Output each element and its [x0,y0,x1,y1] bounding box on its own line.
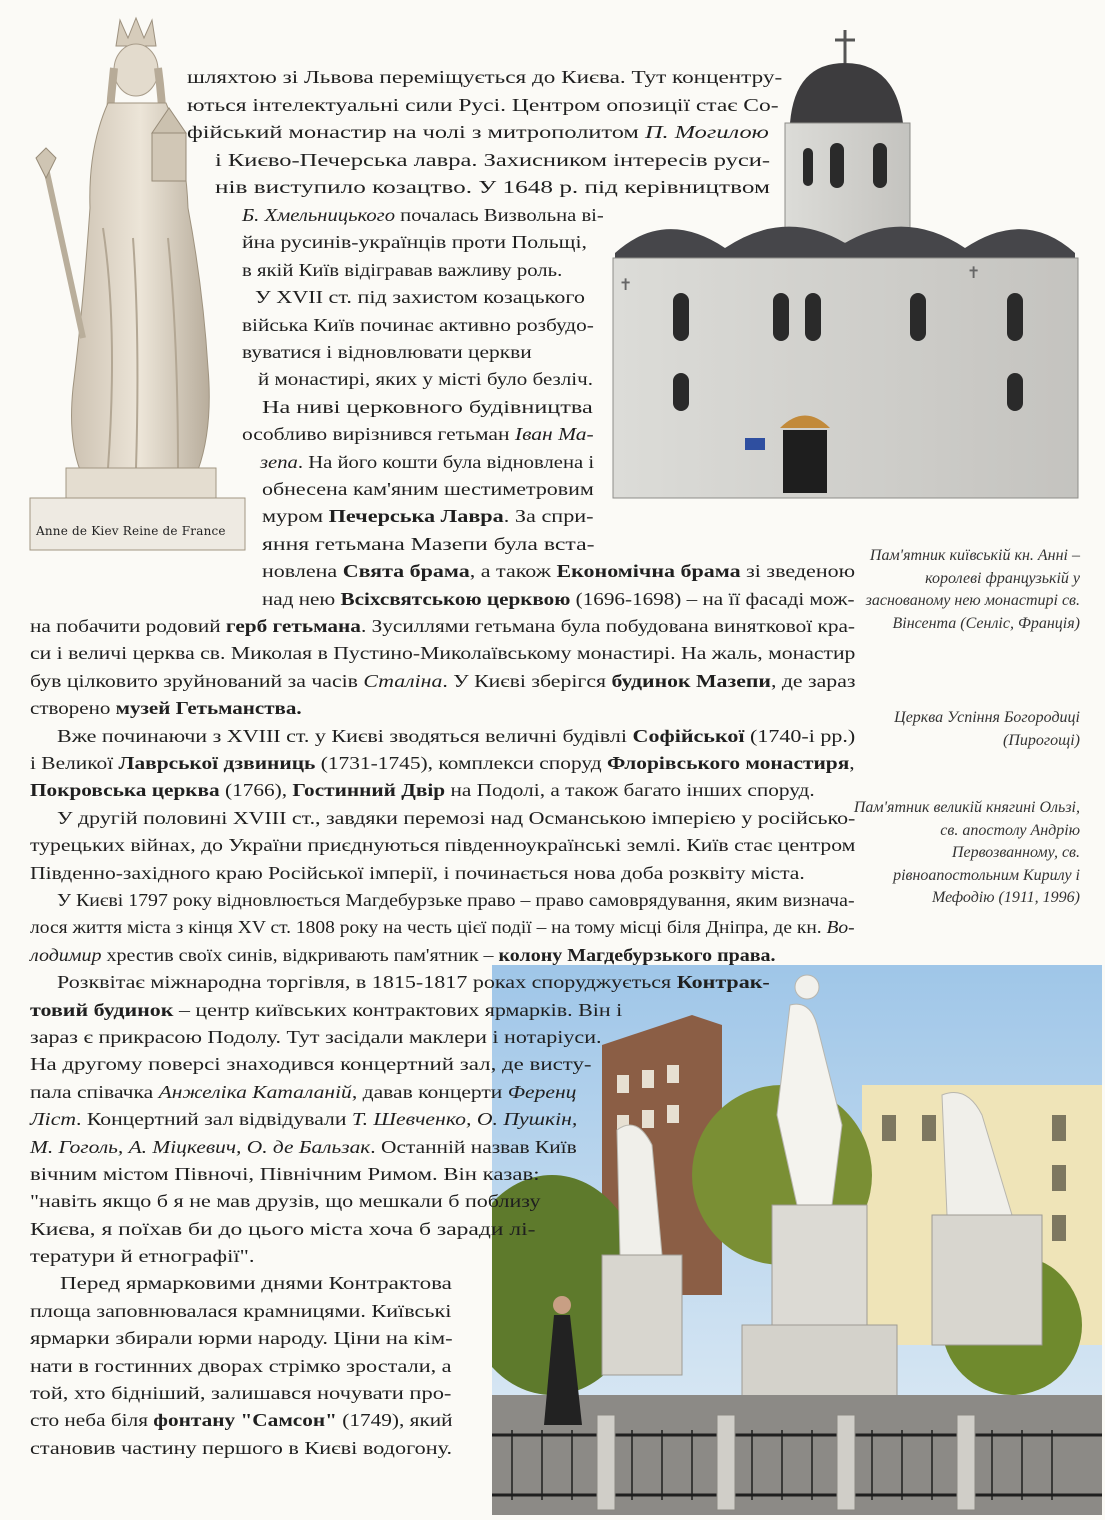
text-line [30,780,815,800]
text-run: був цілковито зруйнований за часів [30,671,364,691]
bold-term: музей Гетьманства. [115,698,302,718]
text-run: На ниві церковного будівництва [262,397,593,417]
bold-term: Софійської [632,726,745,746]
text-run: . За спри- [503,506,594,526]
text-line [30,698,302,718]
text-run: нати в гостинних дворах стрімко зростали, а [30,1356,452,1376]
text-line [30,1000,622,1020]
text-run: війська Київ починає активно розбудо- [242,315,594,335]
text-line [30,1301,451,1321]
italic-name: Ліст [30,1109,77,1129]
text-line [242,260,562,280]
text-line [30,1027,602,1047]
italic-name: зепа [260,452,298,472]
text-run: сто неба біля [30,1410,154,1430]
text-run: (1731-1745), комплекси споруд [315,753,607,773]
text-line [30,1356,452,1376]
bold-term: Свята брама [342,561,470,581]
text-run: си і величі церква св. Миколая в Пустино-Миколаївському монастирі. На жаль, монастир [30,643,856,663]
text-line [30,1328,453,1348]
text-line [30,1054,592,1074]
italic-name: Во- [826,917,855,937]
text-run: Розквітає міжнародна торгівля, в 1815-1817 роках споруджується [57,972,677,992]
italic-name: Б. Хмельницького [242,205,396,225]
bold-term: Покровська церква [30,780,220,800]
bold-term: Гостинний Двір [292,780,446,800]
text-run: хрестив своїх синів, відкривають пам'ятник – [101,945,499,965]
italic-name: М. Гоголь, А. Міцкевич, О. де Бальзак [30,1137,371,1157]
text-run: на побачити родовий [30,616,226,636]
text-line [187,95,779,115]
text-line [30,1438,452,1458]
text-line [242,342,532,362]
text-line [215,177,770,197]
text-run: створено [30,698,116,718]
text-line [30,1082,576,1102]
caption-olga-monument: Пам'ятник великій княгині Ользі, св. апостолу Андрію Первозванному, св. рівноапостольним Кирилу і Мефодію (1911, 1996) [853,799,1080,906]
bold-term: Економічна брама [556,561,741,581]
text-run: . Концертний зал відвідували [76,1109,352,1129]
italic-name: Ференц [507,1082,577,1102]
text-run: зі зведеною [740,561,856,581]
svg-text:✝: ✝ [967,263,981,282]
text-line [215,150,770,170]
text-run: . Зусиллями гетьмана була побудована виняткової кра- [360,616,855,636]
text-run: йна русинів-українців проти Польщі, [242,232,587,252]
text-line [30,1109,577,1129]
text-run: , де зараз [770,671,856,691]
bold-term: Лаврської дзвиниць [118,753,316,773]
text-line [262,561,855,581]
bold-term: герб гетьмана [225,616,361,636]
text-run: муром [262,506,329,526]
text-line [30,1246,255,1266]
text-line [30,616,855,636]
bold-term: товий будинок [30,1000,174,1020]
text-run: "навіть якщо б я не мав друзів, що мешкали б поблизу [30,1191,541,1211]
text-line [242,424,594,444]
text-line [262,506,594,526]
text-run: Південно-західного краю Російської імперії, і починається нова доба розквіту міста. [30,863,805,883]
text-run: – центр київських контрактових ярмарків. Він і [173,1000,623,1020]
text-run: зараз є прикрасою Подолу. Тут засідали маклери і нотаріуси. [30,1027,602,1047]
caption-anna-statue: Пам'ятник київській кн. Анні – королеві французькій у заснованому нею монастирі св. Вінсента (Сенліс, Франція) [865,547,1080,632]
anna-statue-photo [28,8,253,553]
text-run: на Подолі, а також багато інших споруд. [445,780,815,800]
text-line [255,287,585,307]
text-line [30,1137,577,1157]
anna-statue-illustration [28,8,253,553]
text-line [242,232,587,252]
text-run: . У Києві зберігся [442,671,612,691]
text-line [30,1164,540,1184]
text-run: пала співачка [30,1082,159,1102]
text-run: Вже починаючи з XVIII ст. у Києві зводяться величні будівлі [57,726,633,746]
text-line [262,589,855,609]
text-line [262,534,595,554]
bold-term: Флорівського монастиря [606,753,850,773]
text-line [60,1273,452,1293]
text-line [30,917,855,937]
text-line [30,945,776,965]
text-run: фійський монастир на чолі з митрополитом [187,122,645,142]
text-line [57,972,770,992]
italic-name: Сталіна [363,671,443,691]
bold-term: Всіхсвятською церквою [340,589,571,609]
text-run: ються інтелектуальні сили Русі. Центром опозиції стає Со- [187,95,779,115]
text-run: У XVII ст. під захистом козацького [255,287,585,307]
text-line [30,1410,453,1430]
text-run: (1749), який [336,1410,453,1430]
text-line [30,835,855,855]
text-run: той, хто бідніший, залишався ночувати про- [30,1383,452,1403]
text-line [30,671,855,691]
text-run: над нею [262,589,341,609]
text-line [57,808,855,828]
text-run: в якій Київ відігравав важливу роль. [242,260,563,280]
text-line [260,452,594,472]
bold-term: Печерська Лавра [328,506,504,526]
text-run: (1740-і рр.) [744,726,856,746]
text-line [30,1219,535,1239]
text-line [242,315,594,335]
text-run: нів виступило козацтво. У 1648 р. під керівництвом [215,177,770,197]
caption-church: Церква Успіння Богородиці (Пирогощі) [894,709,1080,749]
text-run: . На його кошти була відновлена і [297,452,595,472]
text-run: вічним містом Півночі, Північним Римом. Він казав: [30,1164,540,1184]
italic-name: Т. Шевченко, О. Пушкін, [351,1109,578,1129]
text-run: й монастирі, яких у місті було безліч. [258,369,593,389]
text-run: ярмарки збирали юрми народу. Ціни на кім- [30,1328,453,1348]
text-run: площа заповнювалася крамницями. Київські [30,1301,452,1321]
text-run: Києва, я поїхав би до цього міста хоча б заради лі- [30,1219,536,1239]
text-line [30,753,855,773]
text-line [187,67,782,87]
text-line [242,205,604,225]
text-run: , а також [469,561,557,581]
statue-inscription: Anne de Kiev Reine de France [36,524,226,538]
text-line [30,1191,541,1211]
text-run: становив частину першого в Києві водогону. [30,1438,453,1458]
text-run: обнесена кам'яним шестиметровим [262,479,594,499]
text-run: турецьких війнах, до України приєднуються південноукраїнські землі. Київ стає центром [30,835,856,855]
italic-name: Анжеліка Каталаній [158,1082,352,1102]
text-line [57,890,855,910]
svg-text:✝: ✝ [619,275,633,294]
text-run: У Києві 1797 року відновлюється Магдебурзьке право – право самоврядування, яким визнача- [57,890,855,910]
bold-term: Контрак- [676,972,770,992]
bold-term: будинок Мазепи [611,671,771,691]
italic-name: П. Могилою [644,122,769,142]
bold-term: фонтану "Самсон" [153,1410,337,1430]
text-run: лося життя міста з кінця XV ст. 1808 року на честь цієї події – на тому місці біля Дніпра, де кн. [30,917,827,937]
text-run: (1766), [219,780,293,800]
text-line [187,122,769,142]
text-run: і Києво-Печерська лавра. Захисником інтересів руси- [215,150,771,170]
text-run: вуватися і відновлювати церкви [242,342,532,362]
italic-name: Іван Ма- [514,424,594,444]
text-line [30,1383,451,1403]
text-run: Перед ярмарковими днями Контрактова [60,1273,452,1293]
text-run: почалась Визвольна ві- [395,205,604,225]
text-run: новлена [262,561,343,581]
italic-name: лодимир [30,945,102,965]
text-line [262,479,594,499]
text-line [30,643,855,663]
text-run: яння гетьмана Мазепи була вста- [262,534,595,554]
text-run: . Останній назвав Київ [370,1137,577,1157]
text-run: (1696-1698) – на її фасаді мож- [570,589,855,609]
text-run: , давав концерти [351,1082,508,1102]
text-line [30,863,805,883]
text-run: особливо вирізнився гетьман [242,424,515,444]
text-run: На другому поверсі знаходився концертний зал, де висту- [30,1054,592,1074]
text-line [262,397,593,417]
text-line [57,726,855,746]
text-run: і Великої [30,753,119,773]
bold-term: колону Магдебурзького права. [498,945,776,965]
olga-monument-photo [492,965,1102,1515]
text-run: тератури й етнографії". [30,1246,255,1266]
text-run: У другій половині XVIII ст., завдяки перемозі над Османською імперією у російсько- [57,808,856,828]
text-run: , [849,753,855,773]
text-run: шляхтою зі Львова переміщується до Києва. Тут концентру- [187,67,783,87]
olga-monument-illustration [492,965,1102,1515]
text-line [258,369,593,389]
